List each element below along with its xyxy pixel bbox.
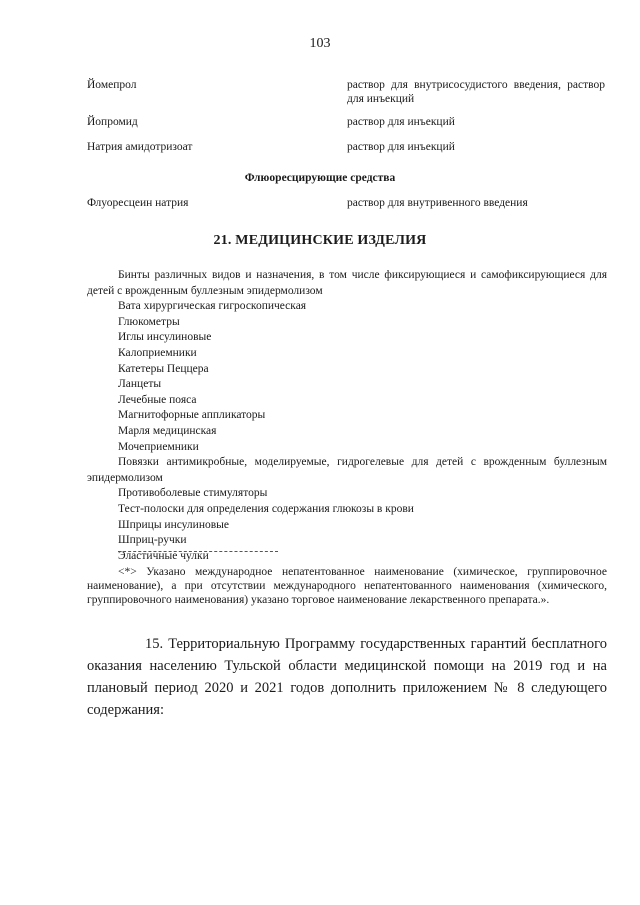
section-title: 21. МЕДИЦИНСКИЕ ИЗДЕЛИЯ — [213, 233, 427, 248]
drug-name: Йопромид — [87, 116, 138, 128]
list-item: Шприцы инсулиновые — [118, 518, 229, 531]
page-number: 103 — [309, 36, 331, 51]
list-item: Глюкометры — [118, 315, 180, 328]
list-item: Калоприемники — [118, 346, 197, 359]
list-item: Вата хирургическая гигроскопическая — [118, 300, 307, 313]
drug-form: раствор для внутрисосудистого введения, раствор для инъекций — [347, 79, 605, 105]
footnote-separator — [118, 551, 278, 552]
list-item: Иглы инсулиновые — [118, 331, 212, 344]
list-item: Эластичные чулки — [118, 549, 209, 562]
drug-name: Натрия амидотризоат — [87, 141, 193, 153]
drug-name: Флуоресцеин натрия — [87, 197, 189, 209]
drug-form: раствор для внутривенного введения — [347, 197, 528, 209]
drug-form: раствор для инъекций — [347, 116, 455, 128]
list-item: Катетеры Пеццера — [118, 362, 209, 375]
list-item: Марля медицинская — [118, 424, 217, 437]
list-item: Магнитофорные аппликаторы — [118, 409, 266, 422]
list-item: Шприц-ручки — [118, 534, 187, 547]
drug-row — [87, 78, 607, 108]
list-item: Противоболевые стимуляторы — [118, 487, 268, 500]
drug-form: раствор для инъекций — [347, 141, 455, 153]
list-item: Повязки антимикробные, моделируемые, гидрогелевые для детей с врожденным буллезным эпидермолизом — [87, 456, 607, 484]
list-item: Лечебные пояса — [118, 393, 197, 406]
list-item: Ланцеты — [118, 378, 162, 391]
amendment-paragraph: 15. Территориальную Программу государственных гарантий бесплатного оказания населению Тульской области медицинской помощи на 2019 год и на плановый период 2020 и 2021 годов дополнить приложением № 8 следующего содержания: — [87, 636, 607, 718]
drug-name: Йомепрол — [87, 79, 137, 91]
list-item: Тест-полоски для определения содержания глюкозы в крови — [118, 502, 414, 515]
list-item: Мочеприемники — [118, 440, 199, 453]
medical-devices-list — [87, 268, 607, 564]
list-item: Бинты различных видов и назначения, в том числе фиксирующиеся и самофиксирующиеся для детей с врожденным буллезным эпидермолизом — [87, 269, 607, 297]
footnote: <*> Указано международное непатентованное наименование (химическое, группировочное наименование), а при отсутствии международного непатентованного наименования (химического, группировочного наименования) указано торговое наименование лекарственного препарата.». — [87, 566, 607, 606]
group-heading: Флюоресцирующие средства — [244, 172, 396, 184]
